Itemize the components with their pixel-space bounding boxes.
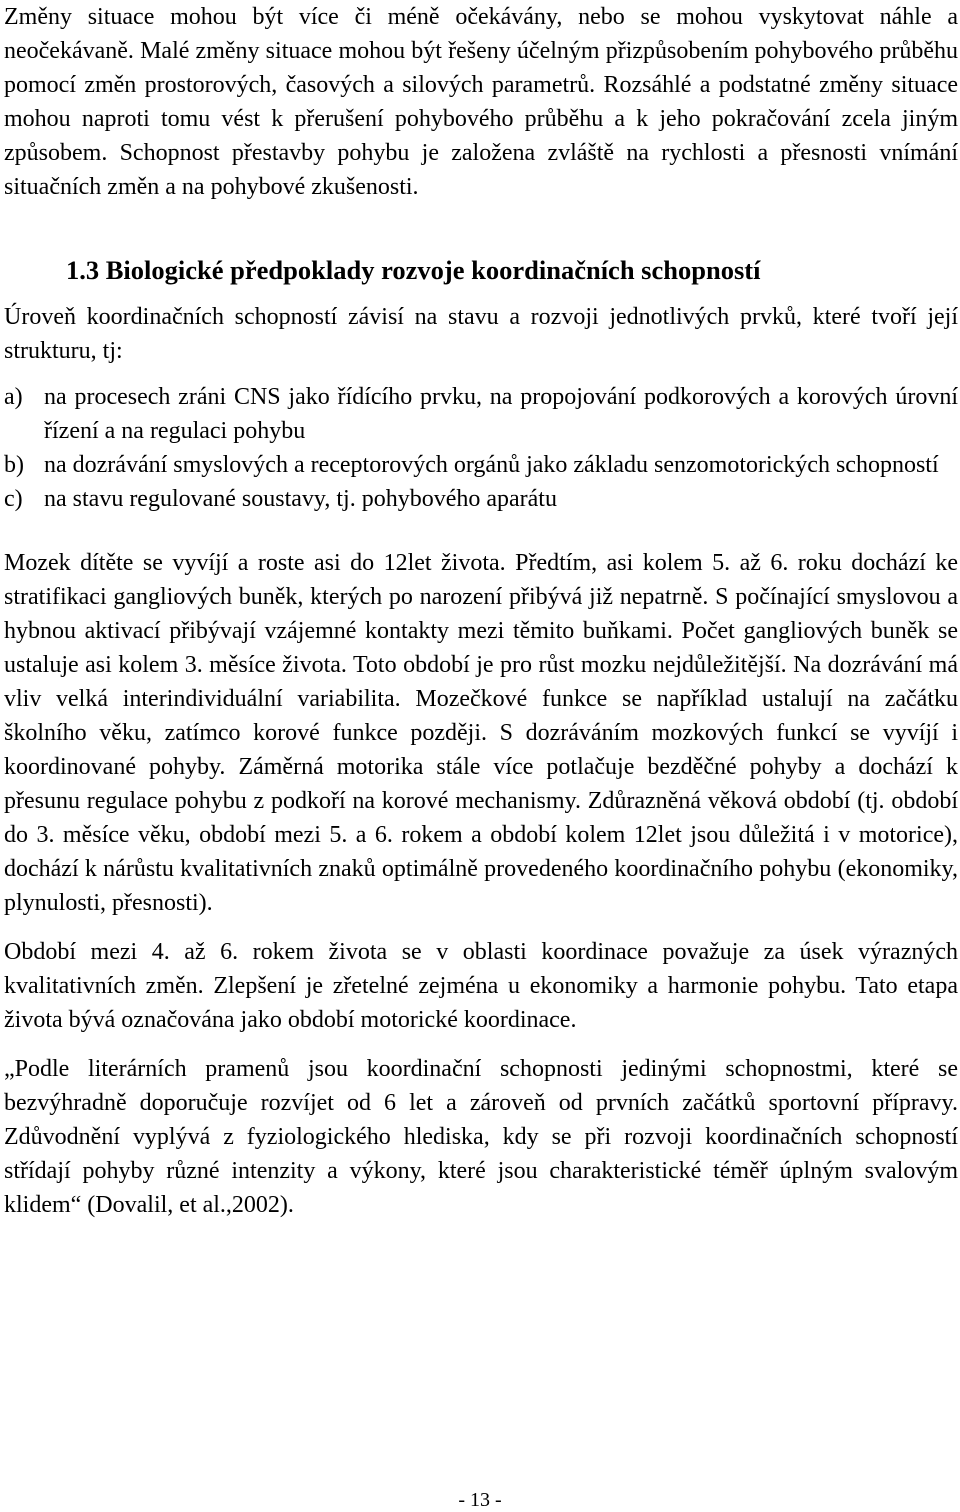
- list-marker: c): [4, 486, 23, 512]
- paragraph-situation-changes: Změny situace mohou být více či méně očekávány, nebo se mohou vyskytovat náhle a neočekávaně. Malé změny situace mohou být řešeny účelným přizpůsobením pohybového průběhu pomocí změn prostorových, časových a silových parametrů. Rozsáhlé a podstatné změny situace mohou naproti tomu vést k přerušení pohybového průběhu a k jeho pokračování zcela jiným způsobem. Schopnost přestavby pohybu je založena zvláště na rychlosti a přesnosti vnímání situačních změn a na pohybové zkušenosti.: [4, 4, 958, 200]
- page-number: - 13 -: [458, 1489, 502, 1511]
- list-item: [4, 380, 958, 448]
- section-heading: 1.3 Biologické předpoklady rozvoje koordinačních schopností: [66, 255, 761, 285]
- paragraph-brain-development: Mozek dítěte se vyvíjí a roste asi do 12let života. Předtím, asi kolem 5. až 6. roku dochází ke stratifikaci gangliových buněk, kterých po narození přibývá již nepatrně. S počínající smyslovou a hybnou aktivací přibývají vzájemné kontakty mezi těmito buňkami. Počet gangliových buněk se ustaluje asi kolem 3. měsíce života. Toto období je pro růst mozku nejdůležitější. Na dozrávání má vliv velká interindividuální variabilita. Mozečkové funkce se například ustalují na začátku školního věku, zatímco korové funkce později. S dozráváním mozkových funkcí se vyvíjí i koordinované pohyby. Záměrná motorika stále více potlačuje bezděčné pohyby a dochází k přesunu regulace pohybu z podkoří na korové mechanismy. Zdůrazněná věková období (tj. období do 3. měsíce věku, období mezi 5. a 6. rokem a období kolem 12let jsou důležitá i v motorice), dochází k nárůstu kvalitativních znaků optimálně provedeného koordinačního pohybu (ekonomiky, plynulosti, přesnosti).: [4, 550, 958, 916]
- list-item-text: na procesech zráni CNS jako řídícího prvku, na propojování podkorových a korových úrovní řízení a na regulaci pohybu: [44, 384, 958, 444]
- paragraph-literature-quote: „Podle literárních pramenů jsou koordinační schopnosti jedinými schopnostmi, které se bezvýhradně doporučuje rozvíjet od 6 let a zároveň od prvních začátků sportovní přípravy. Zdůvodnění vyplývá z fyziologického hlediska, kdy se při rozvoji koordinačních schopností střídají pohyby různé intenzity a výkony, které jsou charakteristické téměř úplným svalovým klidem“ (Dovalil, et al.,2002).: [4, 1056, 958, 1218]
- list-item-text: na stavu regulované soustavy, tj. pohybového aparátu: [44, 486, 557, 512]
- document-page: [4, 0, 958, 1222]
- list-item-text: na dozrávání smyslových a receptorových orgánů jako základu senzomotorických schopností: [44, 452, 939, 478]
- list-marker: a): [4, 384, 23, 410]
- paragraph-motor-coordination-period: Období mezi 4. až 6. rokem života se v oblasti koordinace považuje za úsek výrazných kvalitativních změn. Zlepšení je zřetelné zejména u ekonomiky a harmonie pohybu. Tato etapa života bývá označována jako období motorické koordinace.: [4, 939, 958, 1033]
- list-item: [4, 482, 958, 516]
- list-marker: b): [4, 452, 24, 478]
- paragraph-intro: Úroveň koordinačních schopností závisí na stavu a rozvoji jednotlivých prvků, které tvoří její strukturu, tj:: [4, 304, 958, 364]
- prerequisites-list: [4, 380, 958, 516]
- list-item: [4, 448, 958, 482]
